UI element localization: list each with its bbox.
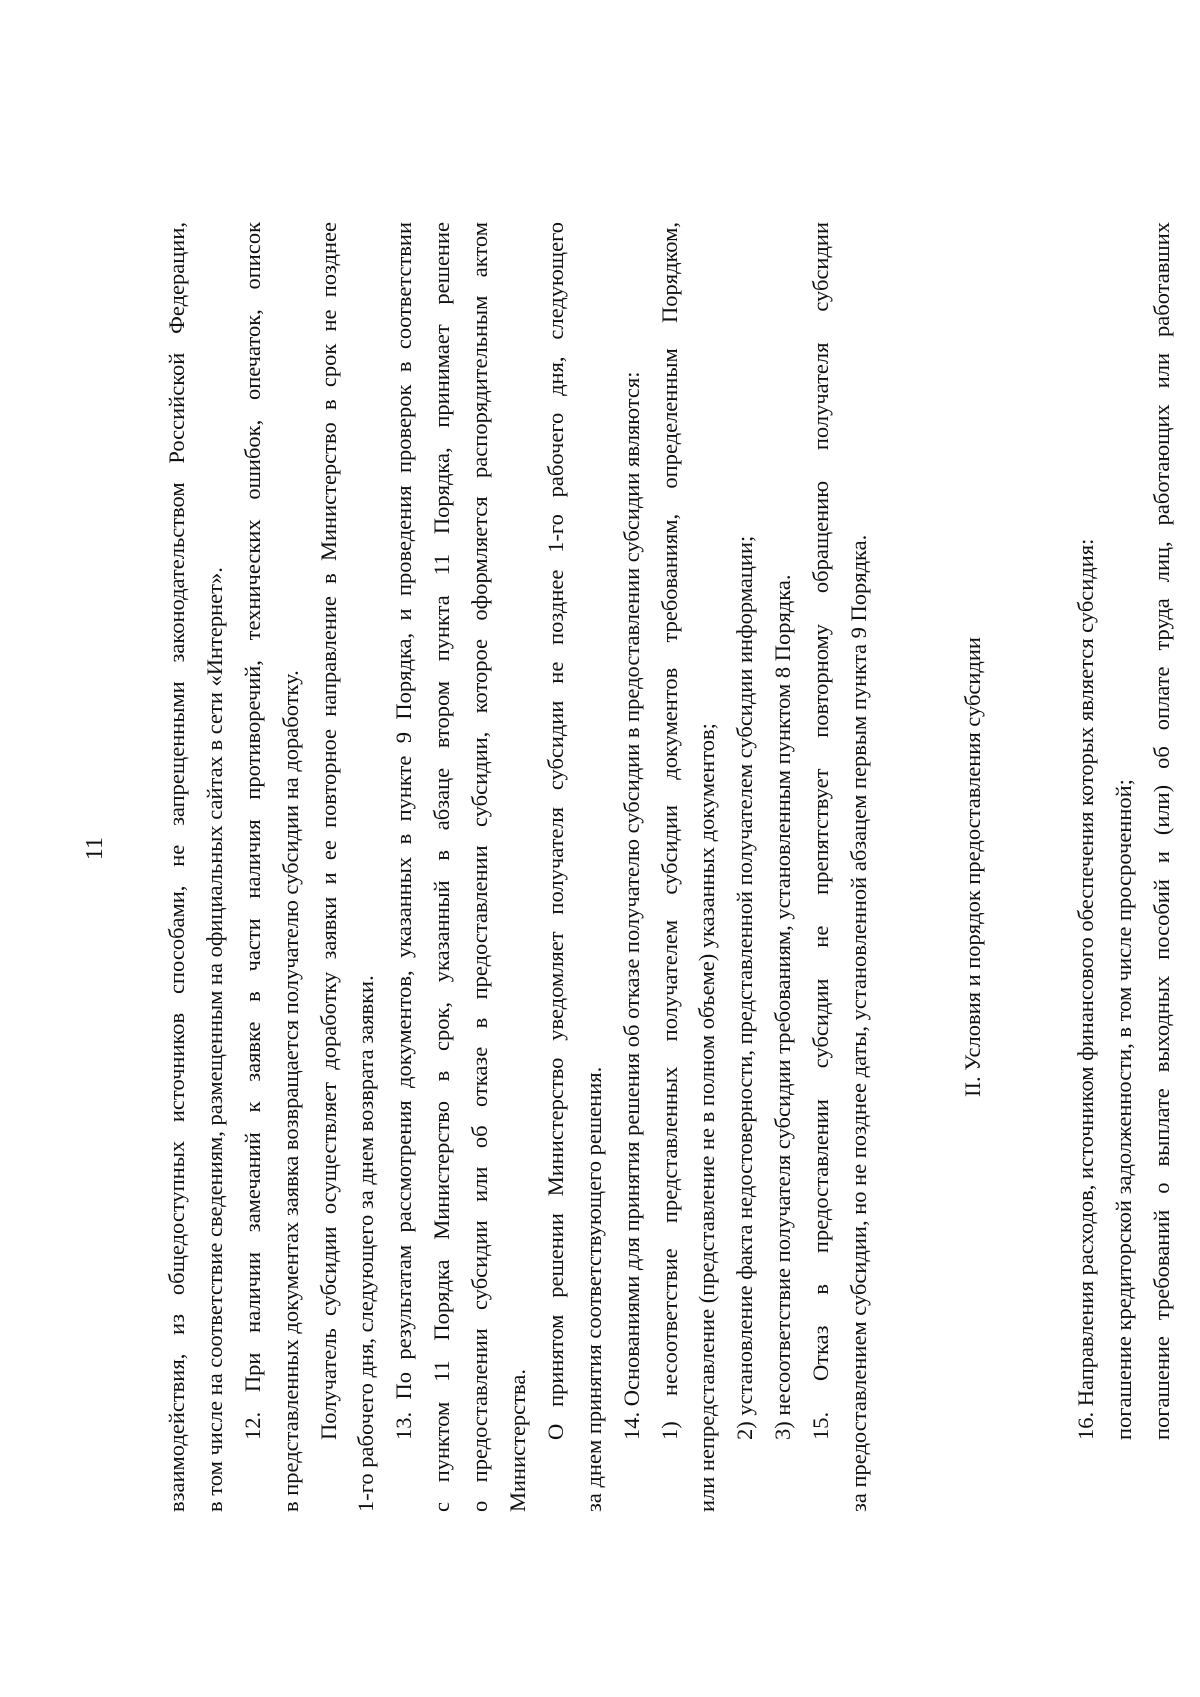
text-line: в том числе на соответствие сведениям, размещенным на официальных сайтах в сети «Интернет». [201,567,227,1512]
document-body [158,222,1181,1512]
paragraph-16-line: 16. Направления расходов, источником финансового обеспечения которых является субсидия: [1073,538,1099,1440]
text-line: с пунктом 11 Порядка Министерство в срок, указанный в абзаце втором пункта 11 Порядка, принимает решение [429,222,455,1512]
text-line: О принятом решении Министерство уведомляет получателя субсидии не позднее 1-го рабочего дня, следующего [542,222,568,1440]
paragraph-12-line: 12. При наличии замечаний к заявке в части наличия противоречий, технических ошибок, опечаток, описок [239,222,265,1440]
text-line: или непредставление (представление не в полном объеме) указанных документов; [694,723,720,1512]
paragraph-13-line: 13. По результатам рассмотрения документов, указанных в пункте 9 Порядка, и проведения проверок в соответствии [391,222,417,1440]
text-line: о предоставлении субсидии или об отказе в предоставлении субсидии, которое оформляется распорядительным актом [467,222,493,1512]
text-line: погашение требований о выплате выходных пособий и (или) об оплате труда лиц, работающих или работавших [1149,222,1175,1440]
text-line: взаимодействия, из общедоступных источников способами, не запрещенными законодательством Российской Федерации, [164,222,189,1512]
list-item-2: 2) установление факта недостоверности, представленной получателем субсидии информации; [732,535,758,1440]
text-line: Министерства. [505,1369,531,1512]
text-line: за днем принятия соответствующего решения. [580,1066,606,1512]
page-number: 11 [82,836,108,861]
list-item-3: 3) несоответствие получателя субсидии требованиям, установленным пунктом 8 Порядка. [770,574,796,1440]
spacer [992,222,1068,1512]
text-line: 1-го рабочего дня, следующего за днем возврата заявки. [353,975,379,1512]
text-line: Получатель субсидии осуществляет доработку заявки и ее повторное направление в Министерство в срок не позднее [315,222,341,1440]
list-item-1: 1) несоответствие представленных получателем субсидии документов требованиям, определенным Порядком, [656,222,682,1440]
text-line: в представленных документах заявка возвращается получателю субсидии на доработку. [277,670,303,1512]
text-line: за предоставлением субсидии, но не позднее даты, установленной абзацем первым пункта 9 Порядка. [846,534,872,1512]
paragraph-15-line: 15. Отказ в предоставлении субсидии не препятствует повторному обращению получателя субсидии [808,222,834,1440]
text-line: погашение кредиторской задолженности, в том числе просроченной; [1111,779,1137,1440]
spacer [878,222,954,1512]
section-heading: II. Условия и порядок предоставления субсидии [959,637,985,1097]
paragraph-14-line: 14. Основаниями для принятия решения об отказе получателю субсидии в предоставлении субсидии являются: [618,371,644,1440]
